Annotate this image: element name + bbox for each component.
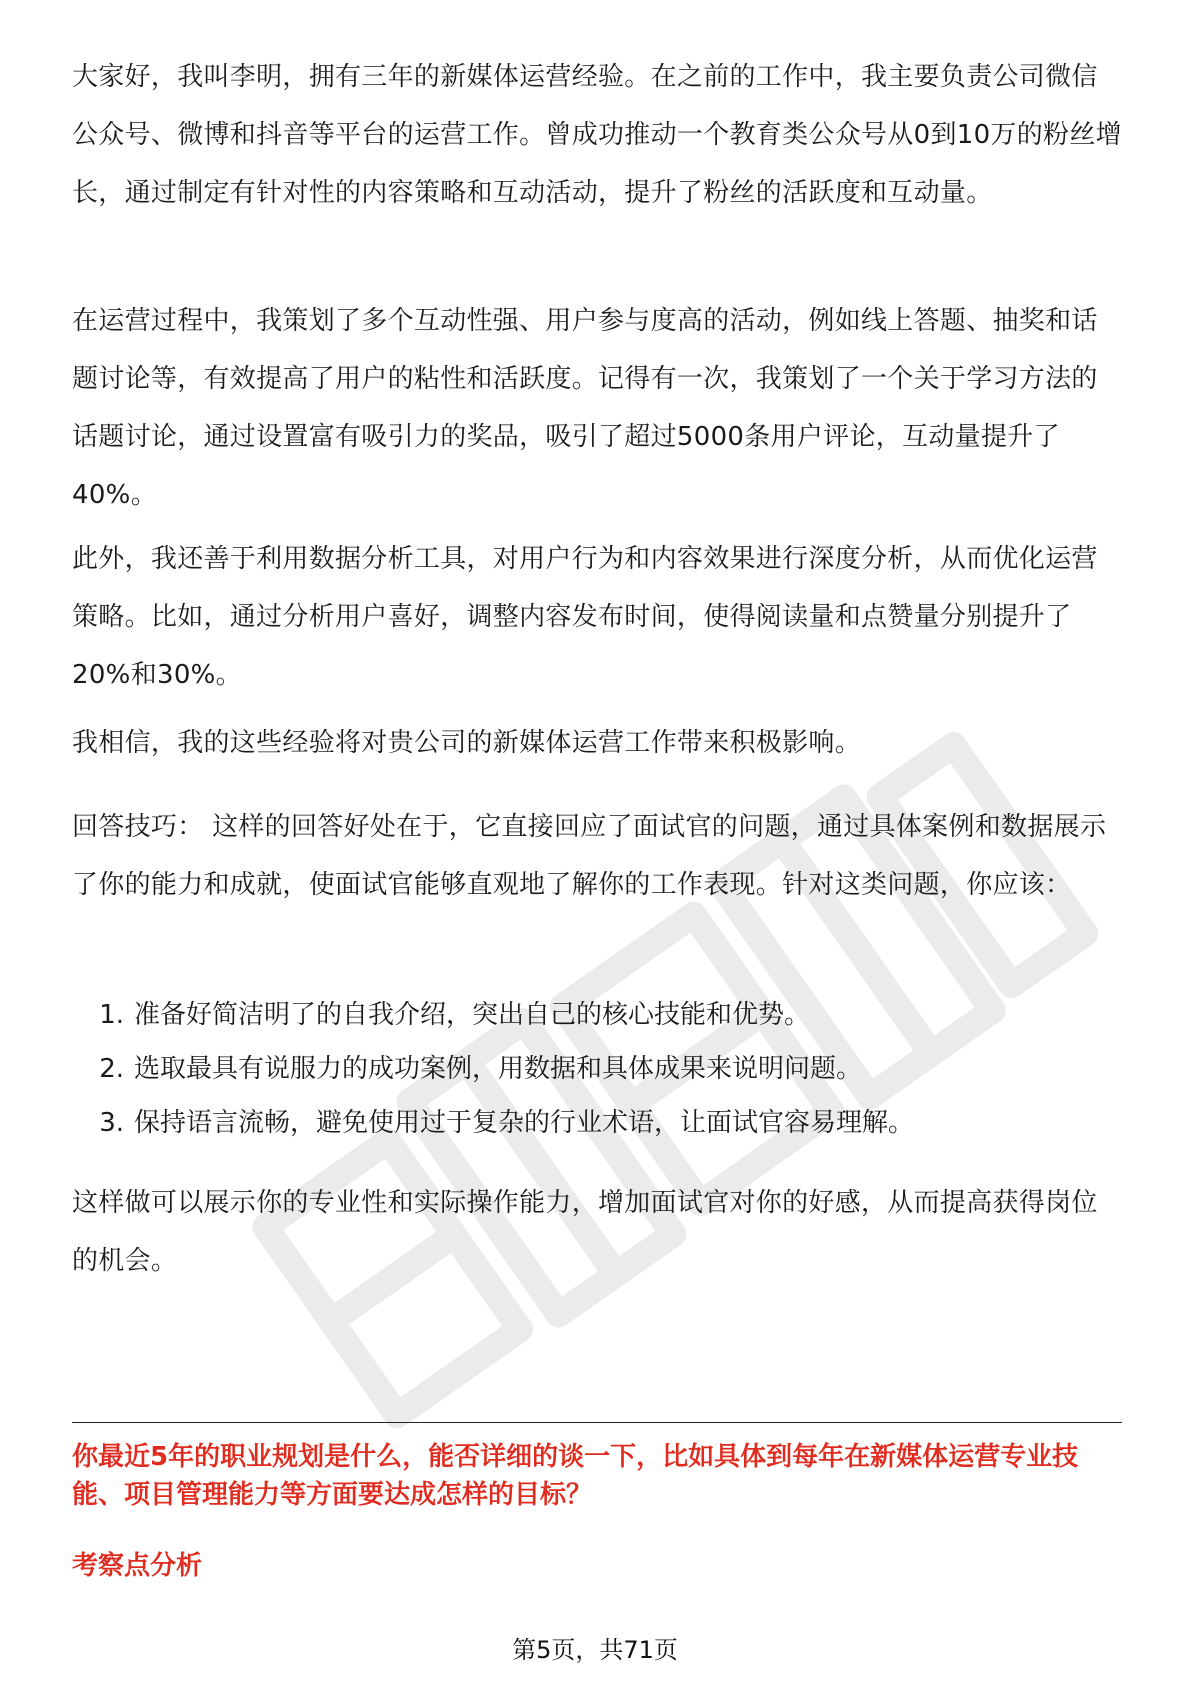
paragraph-data-analysis: 此外，我还善于利用数据分析工具，对用户行为和内容效果进行深度分析，从而优化运营策略。比如，通过分析用户喜好，调整内容发布时间，使得阅读量和点赞量分别提升了20%和30%。 (72, 544, 1098, 690)
paragraph-closing: 这样做可以展示你的专业性和实际操作能力，增加面试官对你的好感，从而提高获得岗位的机会。 (72, 1188, 1098, 1276)
list-item (72, 1040, 1122, 1098)
paragraph-answer-tips: 回答技巧： 这样的回答好处在于，它直接回应了面试官的问题，通过具体案例和数据展示了你的能力和成就，使面试官能够直观地了解你的工作表现。针对这类问题，你应该： (72, 812, 1107, 900)
page-footer (0, 1630, 1190, 1665)
paragraph-belief: 我相信，我的这些经验将对贵公司的新媒体运营工作带来积极影响。 (72, 728, 862, 758)
page-number: 第5页，共71页 (508, 1636, 682, 1664)
section-divider (72, 1422, 1122, 1423)
list-text: 保持语言流畅，避免使用过于复杂的行业术语，让面试官容易理解。 (134, 1108, 915, 1138)
list-number: 3. (99, 1108, 124, 1138)
list-text: 准备好简洁明了的自我介绍，突出自己的核心技能和优势。 (134, 1000, 811, 1030)
list-item (72, 986, 1122, 1044)
list-number: 1. (99, 1000, 124, 1030)
list-number: 2. (99, 1054, 124, 1084)
section-heading: 考察点分析 (72, 1551, 203, 1581)
paragraph-activities: 在运营过程中，我策划了多个互动性强、用户参与度高的活动，例如线上答题、抽奖和话题讨论等，有效提高了用户的粘性和活跃度。记得有一次，我策划了一个关于学习方法的话题讨论，通过设置富有吸引力的奖品，吸引了超过5000条用户评论，互动量提升了40%。 (72, 306, 1098, 510)
list-item (72, 1094, 1122, 1152)
paragraph-intro: 大家好，我叫李明，拥有三年的新媒体运营经验。在之前的工作中，我主要负责公司微信公众号、微博和抖音等平台的运营工作。曾成功推动一个教育类公众号从0到10万的粉丝增长，通过制定有针对性的内容策略和互动活动，提升了粉丝的活跃度和互动量。 (72, 62, 1122, 208)
interview-question: 你最近5年的职业规划是什么，能否详细的谈一下，比如具体到每年在新媒体运营专业技能、项目管理能力等方面要达成怎样的目标？ (72, 1442, 1079, 1510)
list-text: 选取最具有说服力的成功案例，用数据和具体成果来说明问题。 (134, 1054, 863, 1084)
